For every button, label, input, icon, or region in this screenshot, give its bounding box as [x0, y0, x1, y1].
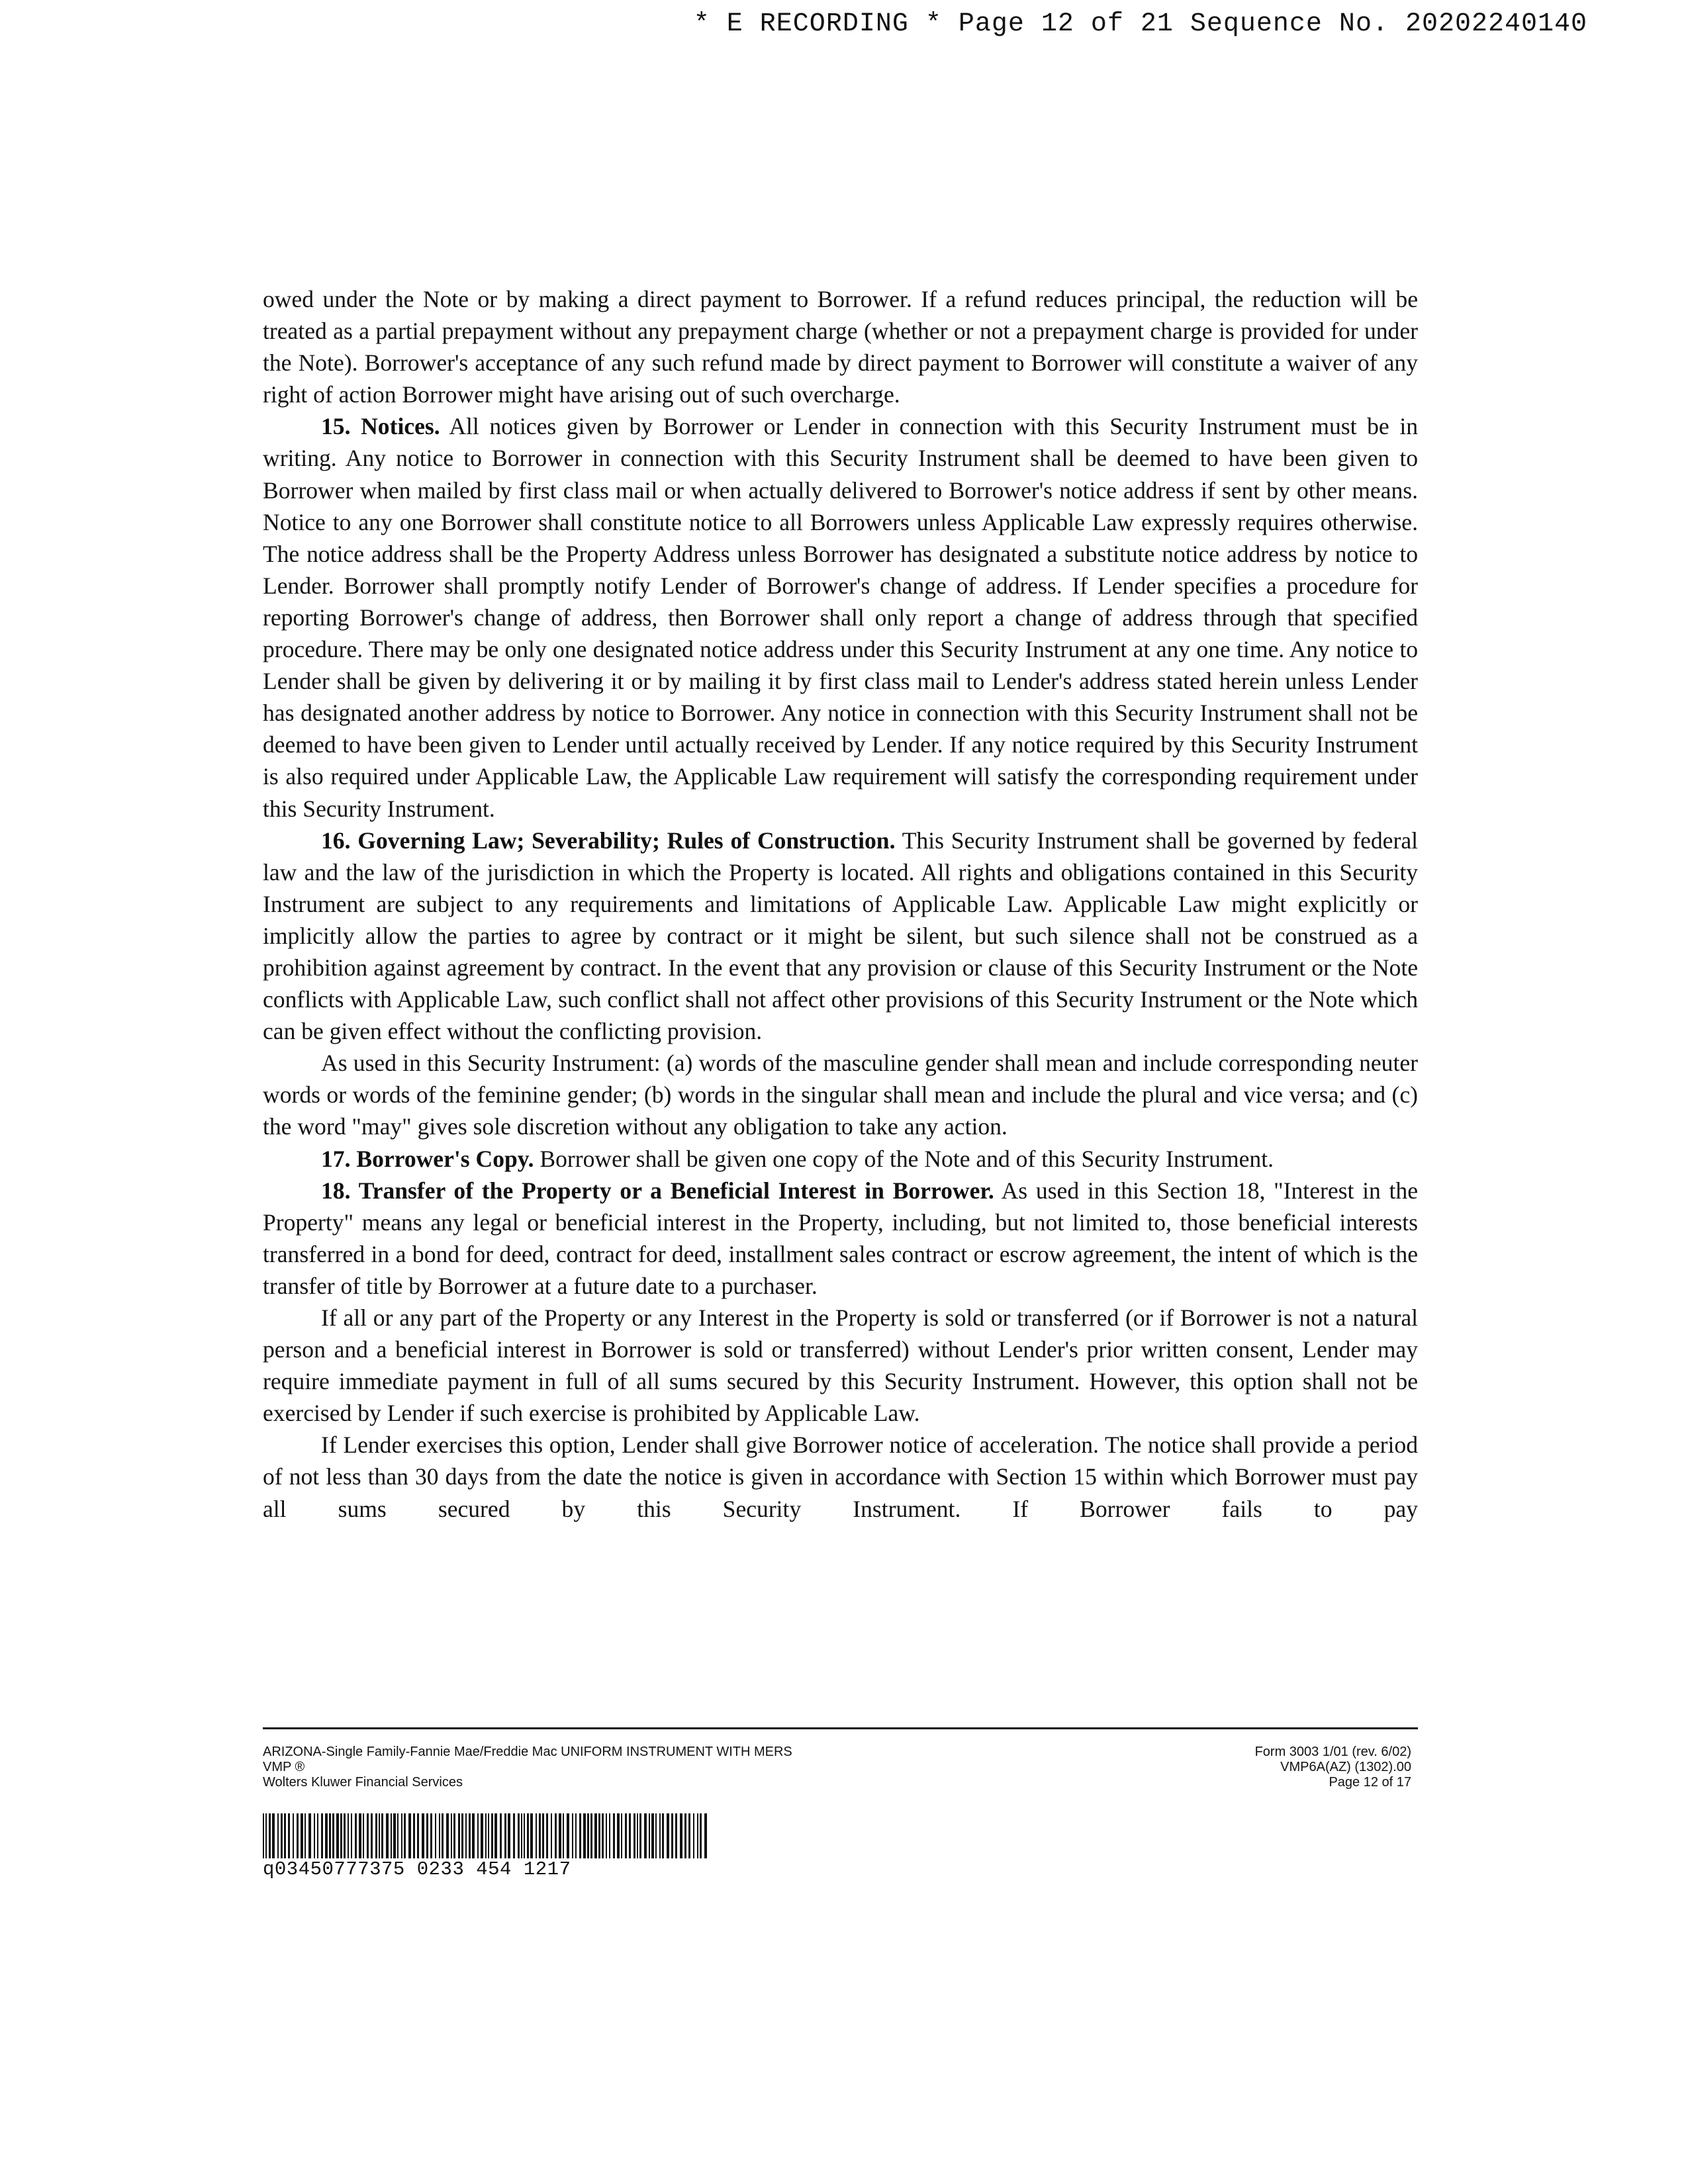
footer-form-info — [263, 1745, 792, 1790]
section-15-text: All notices given by Borrower or Lender in connection with this Security Instrument must be in writing. Any notice to Borrower in connection with this Security Instrument shall be deemed to have been given to Borrower when mailed by first class mail or when actually delivered to Borrower's notice address if sent by other means. Notice to any one Borrower shall constitute notice to all Borrowers unless Applicable Law expressly requires otherwise. The notice address shall be the Property Address unless Borrower has designated a substitute notice address by notice to Lender. Borrower shall promptly notify Lender of Borrower's change of address. If Lender specifies a procedure for reporting Borrower's change of address, then Borrower shall only report a change of address through that specified procedure. There may be only one designated notice address under this Security Instrument at any one time. Any notice to Lender shall be given by delivering it or by mailing it by first class mail to Lender's address stated herein unless Lender has designated another address by notice to Borrower. Any notice in connection with this Security Instrument shall not be deemed to have been given to Lender until actually received by Lender. If any notice required by this Security Instrument is also required under Applicable Law, the Applicable Law requirement will satisfy the corresponding requirement under this Security Instrument. — [263, 413, 1419, 822]
section-18-paragraph-3: If Lender exercises this option, Lender shall give Borrower notice of acceleration. The notice shall provide a period of not less than 30 days from the date the notice is given in accordance with Section 15 within which Borrower must pay all sums secured by this Security Instrument. If Borrower fails to pay — [263, 1432, 1418, 1522]
section-17-text: Borrower shall be given one copy of the Note and of this Security Instrument. — [534, 1145, 1274, 1172]
section-18-paragraph-2: If all or any part of the Property or any Interest in the Property is sold or transferred (or if Borrower is not a natural person and a beneficial interest in Borrower is sold or transferred) without Lender's prior written consent, Lender may require immediate payment in full of all sums secured by this Security Instrument. However, this option shall not be exercised by Lender if such exercise is prohibited by Applicable Law. — [263, 1304, 1418, 1427]
section-15-heading: 15. Notices. — [321, 413, 440, 440]
footer-page-number: Page 12 of 17 — [1329, 1775, 1411, 1790]
section-15-notices — [263, 410, 1418, 824]
section-16-governing-law — [263, 825, 1418, 1048]
section-18-heading: 18. Transfer of the Property or a Beneficial Interest in Borrower. — [321, 1177, 994, 1204]
section-17-heading: 17. Borrower's Copy. — [321, 1145, 534, 1172]
footer-divider — [263, 1727, 1418, 1729]
recording-header: * E RECORDING * Page 12 of 21 Sequence No. 20202240140 — [693, 9, 1587, 39]
section-17-borrowers-copy — [263, 1143, 1418, 1175]
footer-vmp-code: VMP6A(AZ) (1302).00 — [1280, 1760, 1411, 1774]
section-18-text: As used in this Section 18, "Interest in the Property" means any legal or beneficial interest in the Property, including, but not limited to, those beneficial interests transferred in a bond for deed, contract for deed, installment sales contract or escrow agreement, the intent of which is the transfer of title by Borrower at a future date to a purchaser. — [263, 1177, 1419, 1299]
footer-form-title: ARIZONA-Single Family-Fannie Mae/Freddie Mac UNIFORM INSTRUMENT WITH MERS — [263, 1745, 792, 1759]
footer-publisher: Wolters Kluwer Financial Services — [263, 1775, 463, 1790]
section-16-paragraph-2: As used in this Security Instrument: (a) words of the masculine gender shall mean and include corresponding neuter words or words of the feminine gender; (b) words in the singular shall mean and include the plural and vice versa; and (c) the word "may" gives sole discretion without any obligation to take any action. — [263, 1050, 1418, 1140]
footer-vmp-mark: VMP ® — [263, 1760, 305, 1774]
paragraph-refund-continuation: owed under the Note or by making a direct payment to Borrower. If a refund reduces principal, the reduction will be treated as a partial prepayment without any prepayment charge (whether or not a prepayment charge is provided for under the Note). Borrower's acceptance of any such refund made by direct payment to Borrower will constitute a waiver of any right of action Borrower might have arising out of such overcharge. — [263, 286, 1418, 408]
footer-form-code: Form 3003 1/01 (rev. 6/02) — [1254, 1745, 1411, 1759]
barcode-image — [263, 1813, 710, 1858]
footer-form-number — [1255, 1745, 1411, 1790]
document-body — [263, 283, 1418, 1525]
section-16-heading: 16. Governing Law; Severability; Rules of Construction. — [321, 827, 896, 854]
barcode-number: q03450777375 0233 454 1217 — [263, 1858, 571, 1880]
section-16-text: This Security Instrument shall be governed by federal law and the law of the jurisdiction in which the Property is located. All rights and obligations contained in this Security Instrument are subject to any requirements and limitations of Applicable Law. Applicable Law might explicitly or implicitly allow the parties to agree by contract or it might be silent, but such silence shall not be construed as a prohibition against agreement by contract. In the event that any provision or clause of this Security Instrument or the Note conflicts with Applicable Law, such conflict shall not affect other provisions of this Security Instrument or the Note which can be given effect without the conflicting provision. — [263, 827, 1418, 1045]
section-18-transfer — [263, 1175, 1418, 1302]
